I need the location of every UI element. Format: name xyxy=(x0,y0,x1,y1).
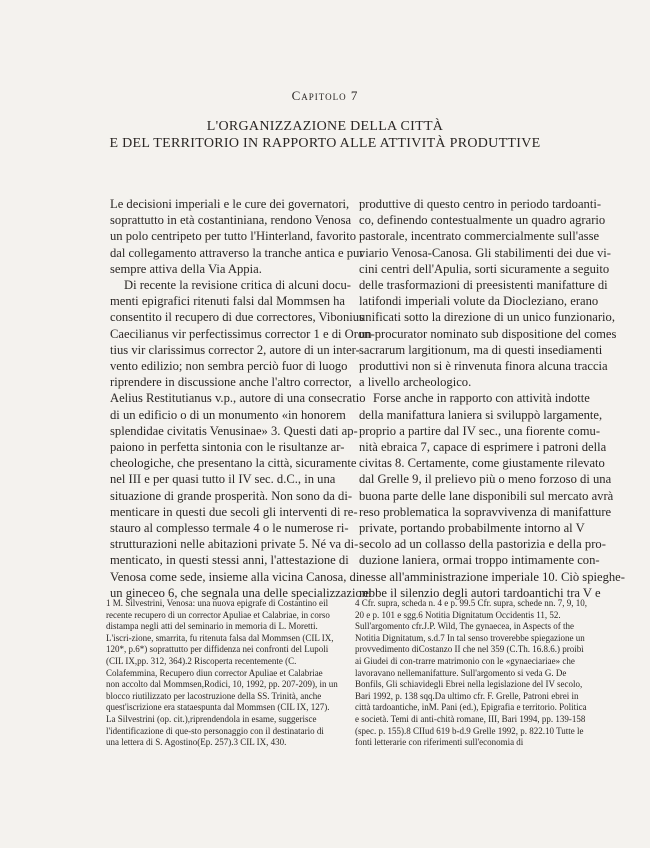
footnote-line: 8 CIIud 619 b-d. xyxy=(406,725,467,736)
footnote-line: (Ep. 257). xyxy=(197,737,234,748)
footnote-line: 10 Tutte le fonti letterarie con riferimenti sull'economia di xyxy=(355,725,584,748)
body-text-line: dal collegamento attraverso la tranche antica e pur xyxy=(110,245,364,260)
footnote-line: 7 In tal senso troverebbe spiegazione un provvedimento di xyxy=(355,632,585,655)
footnote-line: riprendendola in esame, suggerisce l'identificazione di que- xyxy=(106,713,317,736)
footnote-line: 2 Riscoperta recentemente (C. Colafemmina, Recupero di xyxy=(106,655,297,678)
body-text-line: viario Venosa-Canosa. Gli stabilimenti dei due vi- xyxy=(359,245,611,260)
body-text-line: un procurator nominato sub dispositione del comes xyxy=(359,326,617,341)
body-text-line: unificati sotto la direzione di un unico funzionario, xyxy=(359,310,616,325)
body-text-line: tius vir clarissimus corrector 2, autore di un inter- xyxy=(110,342,360,357)
body-text-line: un gineceo 6, che segnala una delle specializzazioni xyxy=(110,585,372,600)
footnote-line: 9 Grelle 1992, p. 822. xyxy=(466,725,545,736)
body-text-line: strutturazioni nelle abitazioni private 5. Né va di- xyxy=(110,537,359,552)
body-text-line: menti epigrafici ritenuti falsi dal Mommsen ha xyxy=(110,294,346,309)
footnote-line: chità romane, III, Bari 1994, pp. 139-158 (spec. p. 155). xyxy=(355,713,586,736)
body-text-line: della manifattura laniera si sviluppò largamente, xyxy=(359,407,603,422)
footnote-line: manifatture. Sull'argomento si veda G. De Bonfils, Gli schiavi xyxy=(355,667,567,690)
footnote-line: J.P. Wild, The gynaecea, in Aspects of the Notitia Dignitatum, s.d. xyxy=(355,621,574,643)
body-text-line: buona parte delle lane disponibili sul mercato avrà xyxy=(359,488,614,503)
body-text-line: splendidae civitatis Venusinae» 3. Questi dati ap- xyxy=(110,423,358,438)
body-text-line: Caecilianus vir perfectissimus corrector 1 e di Oron- xyxy=(110,326,375,341)
body-text-line: rebbe il silenzio degli autori tardoantichi tra V e xyxy=(359,585,601,600)
body-column-right xyxy=(359,196,625,601)
body-text-line: situazione di grande prosperità. Non sono da di- xyxy=(110,488,353,503)
body-text-line: co, definendo contestualmente un quadro agrario xyxy=(359,213,606,228)
body-text-line: secolo ad un collasso della pastorizia e della pro- xyxy=(359,537,606,552)
footnote-line: degli Ebrei nella legislazione del IV secolo, Bari 1992, p. 138 sqq. xyxy=(355,679,583,701)
body-text-line: soprattutto in età costantiniana, rendono Venosa xyxy=(110,213,352,228)
body-column-left xyxy=(110,196,375,601)
body-text-line: delle trasformazioni di preesistenti manifatture di xyxy=(359,278,608,293)
footnote-line: il recente recupero di un corrector Apuliae et Calabriae, in corso di xyxy=(106,598,330,632)
body-text-line: produttive di questo centro in periodo tardoanti- xyxy=(359,197,602,211)
body-text-line: civitas 8. Certamente, come giustamente rilevato xyxy=(359,456,605,471)
chapter-label xyxy=(0,88,650,104)
footnote-line: un corrector Apuliae et Calabriae non accolto dal Mommsen, xyxy=(106,667,323,690)
chapter-title xyxy=(0,118,650,152)
footnote-line: 3 CIL IX, 430. xyxy=(233,737,287,748)
footnote-line: Costanzo II che nel 359 (C.Th. 16.8.6.) proibì ai Giudei di con- xyxy=(355,644,584,666)
body-text-line: private, portando probabilmente intorno al V xyxy=(359,521,585,536)
footnote-line: 6*) soprattutto per diffidenza nei confronti del Lupoli (CIL IX, xyxy=(106,644,329,666)
footnote-line: Rodici, 10, 1992, pp. 207-209), in un blocco riutilizzato per la xyxy=(106,679,338,701)
footnote-line: costruzione della SS. Trinità, anche quest'iscrizione era stata xyxy=(106,690,322,713)
footnote-line: 4 Cfr. supra, scheda n. 4 e p. 99. xyxy=(355,598,471,608)
footnote-line: 6 Notitia Dignitatum Occidentis 11, 52. Sull'argomento cfr. xyxy=(355,609,561,632)
body-text-line: menticare in questi due secoli gli interventi di re- xyxy=(110,504,358,519)
footnote-line: 5 Cfr. supra, schede nn. 7, 9, 10, 20 e p. 101 e sgg. xyxy=(355,598,587,620)
body-text-line: riprendere in discussione anche l'altro corrector, xyxy=(110,375,352,390)
footnote-line: stampa negli atti del seminario in memoria di L. Moretti. L'iscri- xyxy=(106,621,318,643)
body-text-line: produttivi non si è rinvenuta finora alcuna traccia xyxy=(359,359,608,374)
body-text-line: Venosa come sede, insieme alla vicina Canosa, di xyxy=(110,569,360,584)
body-text-line: sacrarum largitionum, ma di questi insediamenti xyxy=(359,342,603,357)
body-text-line: dal Grelle 9, il prelievo più o meno forzoso di una xyxy=(359,472,612,487)
body-text-line: vento edilizio; non sembra perciò fuor di luogo xyxy=(110,359,348,374)
body-text-line: menticato, in questi stessi anni, l'attestazione di xyxy=(110,553,349,568)
body-text-line: duzione laniera, ormai troppo intimamente con- xyxy=(359,553,600,568)
body-text-line: Forse anche in rapporto con attività indotte xyxy=(373,391,590,406)
footnote-line: espunta dal Mommsen (CIL IX, 127). La Silvestrini (op. cit.), xyxy=(106,702,330,724)
footnote-line: 1 M. Silvestrini, Venosa: una nuova epigrafe di Costantino e xyxy=(106,598,324,608)
body-text-line: nesse all'amministrazione imperiale 10. Ciò spieghe- xyxy=(359,569,625,584)
chapter-title-line-2: E DEL TERRITORIO IN RAPPORTO ALLE ATTIVITÀ PRODUTTIVE xyxy=(109,136,541,151)
chapter-title-line-1: L'ORGANIZZAZIONE DELLA CITTÀ xyxy=(206,119,444,134)
body-text-line: nità ebraica 7, capace di esprimere i patroni della xyxy=(359,440,607,455)
footnote-line: sto personaggio con il destinatario di una lettera di S. Agostino xyxy=(106,725,324,748)
footnote-line: Da ultimo cfr. F. Grelle, Patroni ebrei in città tardoantiche, in xyxy=(355,690,579,713)
chapter-label-text: Capitolo 7 xyxy=(291,88,359,103)
footnote-line: zione, smarrita, fu ritenuta falsa dal Mommsen (CIL IX, 120*, p. xyxy=(106,632,334,655)
body-text-line: Le decisioni imperiali e le cure dei governatori, xyxy=(110,197,350,211)
body-text-line: reso problematica la sopravvivenza di manifatture xyxy=(359,504,612,519)
body-text-line: latifondi imperiali volute da Diocleziano, erano xyxy=(359,294,599,309)
body-text-line: cheologiche, che presentano la città, sicuramente xyxy=(110,456,357,471)
body-text-line: pastorale, incentrato commercialmente sull'asse xyxy=(359,229,600,244)
body-text-line: Aelius Restitutianus v.p., autore di una consecratio xyxy=(110,391,366,406)
body-text-line: sempre attiva della Via Appia. xyxy=(110,261,262,276)
body-text-line: proprio a partire dal IV sec., una fiorente comu- xyxy=(359,423,601,438)
footnote-line: pp. 312, 364). xyxy=(137,655,188,666)
footnote-line: M. Pani (ed.), Epigrafia e territorio. Politica e società. Temi di anti- xyxy=(355,702,587,724)
body-text-line: nel III e per quasi tutto il IV sec. d.C., in una xyxy=(110,472,336,487)
body-text-line: consentito il recupero di due correctores, Vibonius xyxy=(110,310,364,325)
body-text-line: un polo centripeto per tutto l'Hinterland, favorito xyxy=(110,229,357,244)
footnotes-right xyxy=(355,598,587,749)
body-text-line: Di recente la revisione critica di alcuni docu- xyxy=(124,278,351,293)
body-text-line: di un edificio o di un monumento «in honorem xyxy=(110,407,346,422)
body-text-line: a livello archeologico. xyxy=(359,375,472,390)
body-text-line: stauro al complesso termale 4 o le numerose ri- xyxy=(110,521,349,536)
body-text-line: cini centri dell'Apulia, sorti sicuramente a seguito xyxy=(359,261,610,276)
footnotes-left xyxy=(106,598,338,749)
footnote-line: trarre matrimonio con le «gynaeciariae» che lavoravano nelle xyxy=(355,655,575,678)
body-text-line: paiono in perfetta sintonia con le risultanze ar- xyxy=(110,440,345,455)
